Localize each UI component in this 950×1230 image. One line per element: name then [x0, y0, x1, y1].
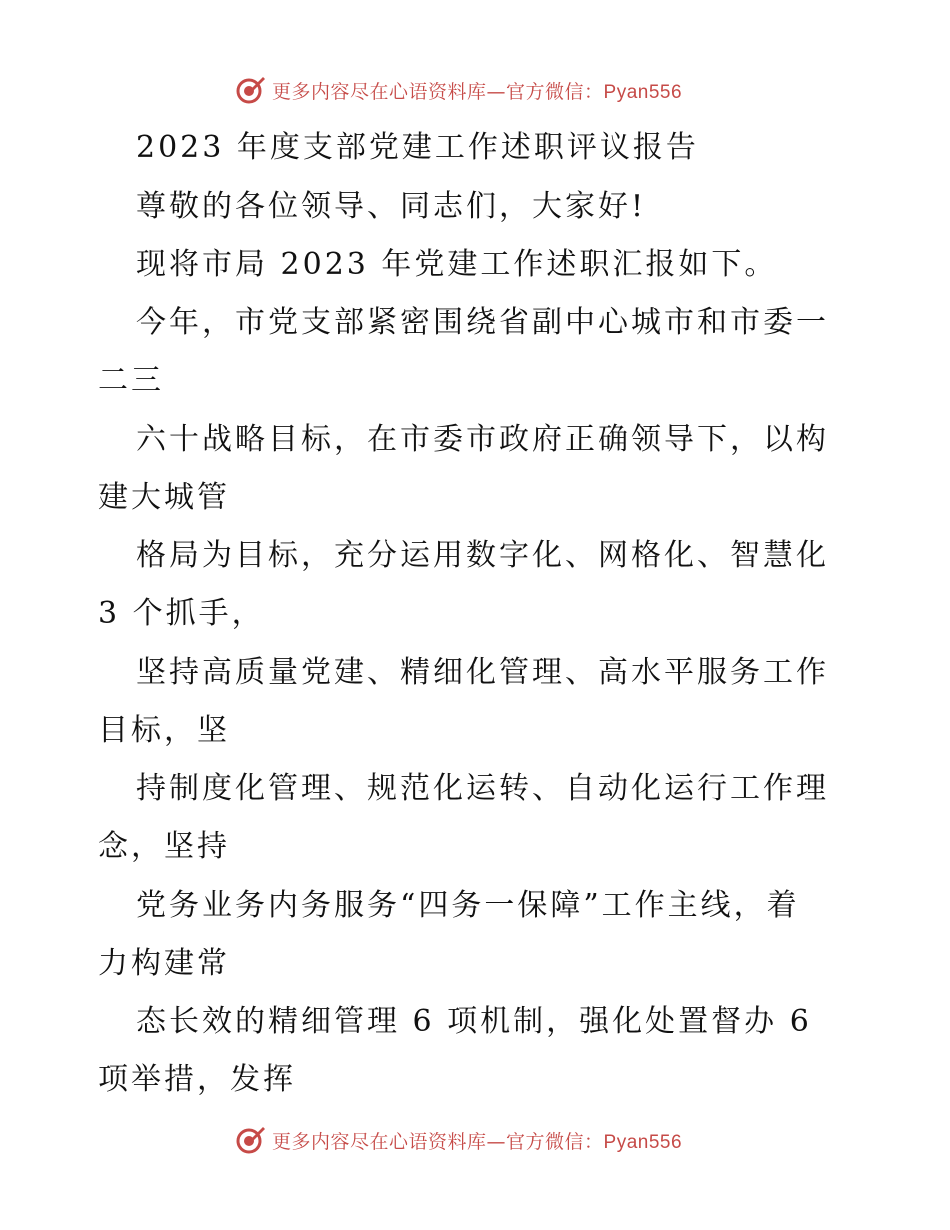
paragraph-line: 现将市局 2023 年党建工作述职汇报如下。: [136, 247, 778, 282]
paragraph-line: 力构建常: [98, 946, 230, 981]
paragraph-line: 建大城管: [98, 480, 230, 515]
paragraph-line: 持制度化管理、规范化运转、自动化运行工作理: [136, 771, 829, 806]
paragraph-line: 党务业务内务服务“四务一保障”工作主线，着: [136, 888, 800, 923]
quill-seal-icon: [234, 74, 266, 106]
paragraph-line: 项举措，发挥: [98, 1062, 296, 1097]
paragraph-line: 今年，市党支部紧密围绕省副中心城市和市委一: [136, 305, 829, 340]
paragraph-line: 3 个抓手，: [98, 596, 265, 631]
watermark-banner-bottom: [234, 1122, 682, 1158]
paragraph-line: 坚持高质量党建、精细化管理、高水平服务工作: [136, 655, 829, 690]
paragraph-line: 六十战略目标，在市委市政府正确领导下，以构: [136, 422, 829, 457]
paragraph-line: 二三: [98, 363, 164, 398]
watermark-text: 更多内容尽在心语资料库—官方微信：Pyan556: [272, 80, 683, 103]
document-title: 2023 年度支部党建工作述职评议报告: [136, 130, 699, 165]
paragraph-line: 态长效的精细管理 6 项机制，强化处置督办 6: [136, 1004, 812, 1039]
watermark-text: 更多内容尽在心语资料库—官方微信：Pyan556: [272, 1130, 683, 1153]
quill-seal-icon: [234, 1124, 266, 1156]
salutation: 尊敬的各位领导、同志们，大家好!: [136, 189, 647, 224]
paragraph-line: 格局为目标，充分运用数字化、网格化、智慧化: [136, 538, 829, 573]
paragraph-line: 目标，坚: [98, 713, 230, 748]
paragraph-line: 念，坚持: [98, 829, 230, 864]
watermark-banner-top: [234, 72, 682, 108]
